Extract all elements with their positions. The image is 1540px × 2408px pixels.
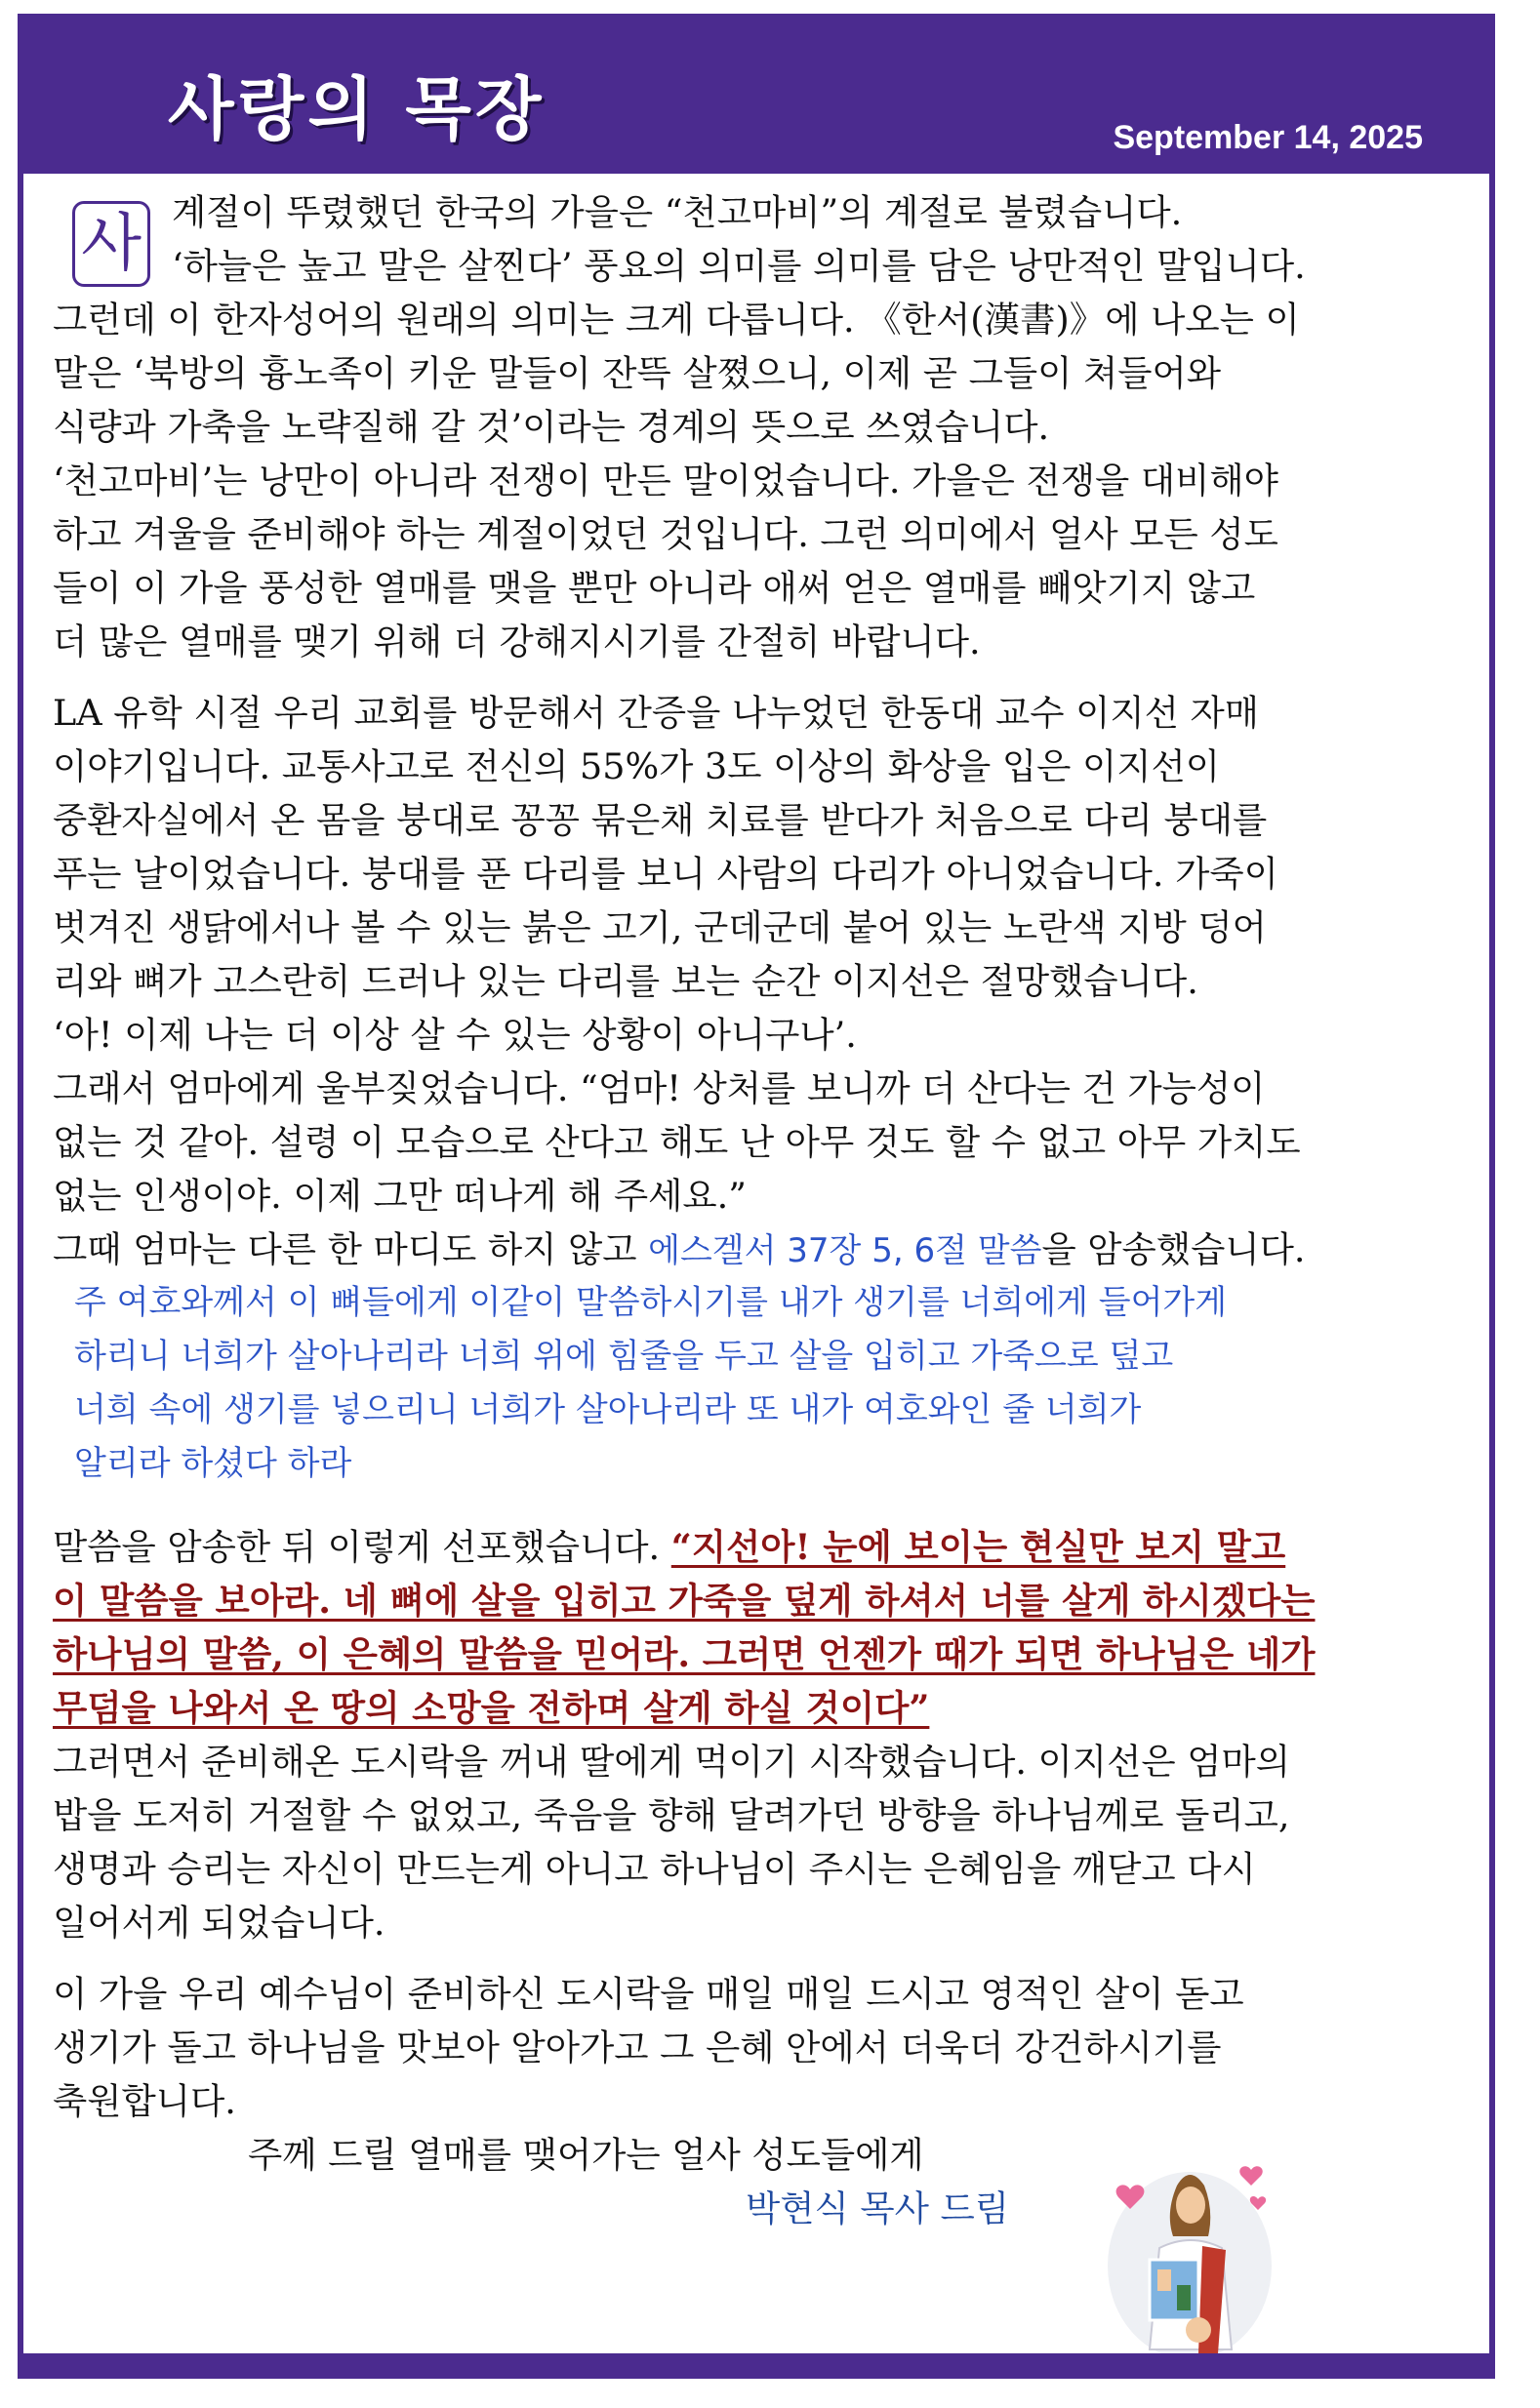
text-line: 일어서게 되었습니다. (53, 1902, 385, 1944)
paragraph-3 (53, 1735, 1497, 1949)
declaration-quote: “지선아! 눈에 보이는 현실만 보지 말고 (670, 1526, 1286, 1568)
declaration-quote: 무덤을 나와서 온 땅의 소망을 전하며 살게 하실 것이다” (53, 1687, 930, 1729)
text-line: 축원합니다. (53, 2080, 236, 2122)
header-bar (23, 20, 1489, 174)
date-label: September 14, 2025 (1113, 119, 1423, 156)
text-line: 생기가 돌고 하나님을 맛보아 알아가고 그 은혜 안에서 더욱더 강건하시기를 (53, 2027, 1222, 2068)
text-line: LA 유학 시절 우리 교회를 방문해서 간증을 나누었던 한동대 교수 이지선 자매 (53, 692, 1259, 734)
declaration-line (53, 1627, 1497, 1681)
paragraph-1 (53, 185, 1497, 668)
declaration-line (53, 1574, 1497, 1627)
declaration-line (53, 1520, 1497, 1574)
text-line: 리와 뼈가 고스란히 드러나 있는 다리를 보는 순간 이지선은 절망했습니다. (53, 960, 1198, 1002)
text-line: 생명과 승리는 자신이 만드는게 아니고 하나님이 주시는 은혜임을 깨닫고 다시 (53, 1848, 1256, 1890)
jesus-illustration (1105, 2158, 1275, 2363)
text-line: 그래서 엄마에게 울부짖었습니다. “엄마! 상처를 보니까 더 산다는 건 가능성이 (53, 1067, 1266, 1109)
paragraph-2 (53, 686, 1497, 1276)
text-line: 벗겨진 생닭에서나 볼 수 있는 붉은 고기, 군데군데 붙어 있는 노란색 지방 덩어 (53, 906, 1267, 948)
article-body (53, 185, 1497, 2235)
paragraph-4 (53, 1967, 1497, 2128)
declaration-paragraph (53, 1520, 1497, 1735)
text-line: 계절이 뚜렸했던 한국의 가을은 “천고마비”의 계절로 불렸습니다. (172, 191, 1183, 233)
scripture-line: 하리니 너희가 살아나리라 너희 위에 힘줄을 두고 살을 입히고 가죽으로 덮고 (74, 1337, 1174, 1376)
text-line: ‘천고마비’는 낭만이 아니라 전쟁이 만든 말이었습니다. 가을은 전쟁을 대비해야 (53, 460, 1278, 502)
text-line: 없는 것 같아. 설령 이 모습으로 산다고 해도 난 아무 것도 할 수 없고 아무 가치도 (53, 1121, 1301, 1163)
declaration-intro: 말씀을 암송한 뒤 이렇게 선포했습니다. (53, 1526, 671, 1568)
declaration-quote: 하나님의 말씀, 이 은혜의 말씀을 믿어라. 그러면 언젠가 때가 되면 하나님은 네가 (53, 1633, 1316, 1675)
scripture-line: 알리라 하셨다 하라 (74, 1444, 352, 1483)
text-line: 이야기입니다. 교통사고로 전신의 55%가 3도 이상의 화상을 입은 이지선이 (53, 745, 1221, 787)
declaration-line (53, 1681, 1497, 1735)
verse-intro-text-end: 을 암송했습니다. (1041, 1228, 1306, 1270)
text-line: 식량과 가축을 노략질해 갈 것’이라는 경계의 뜻으로 쓰였습니다. (53, 406, 1050, 448)
text-line: ‘아! 이제 나는 더 이상 살 수 있는 상황이 아니구나’. (53, 1014, 857, 1056)
text-line: 푸는 날이었습니다. 붕대를 푼 다리를 보니 사람의 다리가 아니었습니다. 가죽이 (53, 853, 1278, 895)
text-line: 더 많은 열매를 맺기 위해 더 강해지시기를 간절히 바랍니다. (53, 621, 981, 662)
text-line: 밥을 도저히 거절할 수 없었고, 죽음을 향해 달려가던 방향을 하나님께로 돌리고, (53, 1794, 1290, 1836)
closing (53, 2128, 1497, 2235)
text-line: 중환자실에서 온 몸을 붕대로 꽁꽁 묶은채 치료를 받다가 처음으로 다리 붕대를 (53, 799, 1268, 841)
text-line: 이 가을 우리 예수님이 준비하신 도시락을 매일 매일 드시고 영적인 살이 돋고 (53, 1973, 1244, 2015)
footer-bar (23, 2353, 1489, 2373)
scripture-line: 너희 속에 생기를 넣으리니 너희가 살아나리라 또 내가 여호와인 줄 너희가 (74, 1390, 1142, 1429)
text-line: ‘하늘은 높고 말은 살찐다’ 풍요의 의미를 의미를 담은 낭만적인 말입니다. (172, 245, 1306, 287)
verse-reference: 에스겔서 37장 5, 6절 말씀 (648, 1231, 1042, 1270)
closing-greeting: 주께 드릴 열매를 맺어가는 얼사 성도들에게 (248, 2134, 924, 2176)
page-title: 사랑의 목장 (168, 69, 546, 149)
text-line: 그런데 이 한자성어의 원래의 의미는 크게 다릅니다. 《한서(漢書)》에 나오는 이 (53, 299, 1300, 341)
scripture-quote (53, 1276, 1497, 1491)
bulletin-page (18, 14, 1495, 2379)
verse-intro-text: 그때 엄마는 다른 한 마디도 하지 않고 (53, 1228, 649, 1270)
scripture-line: 주 여호와께서 이 뼈들에게 이같이 말씀하시기를 내가 생기를 너희에게 들어가게 (74, 1283, 1228, 1322)
verse-intro-line (53, 1223, 1497, 1276)
declaration-quote: 이 말씀을 보아라. 네 뼈에 살을 입히고 가죽을 덮게 하셔서 너를 살게 하시겠다는 (53, 1580, 1316, 1622)
text-line: 말은 ‘북방의 흉노족이 키운 말들이 잔뜩 살쪘으니, 이제 곧 그들이 쳐들어와 (53, 352, 1221, 394)
text-line: 그러면서 준비해온 도시락을 꺼내 딸에게 먹이기 시작했습니다. 이지선은 엄마의 (53, 1741, 1290, 1783)
drop-cap: 사 (72, 201, 150, 287)
signature: 박현식 목사 드림 (746, 2187, 1010, 2229)
text-line: 하고 겨울을 준비해야 하는 계절이었던 것입니다. 그런 의미에서 얼사 모든 성도 (53, 513, 1278, 555)
text-line: 없는 인생이야. 이제 그만 떠나게 해 주세요.” (53, 1175, 747, 1217)
text-line: 들이 이 가을 풍성한 열매를 맺을 뿐만 아니라 애써 얻은 열매를 빼앗기지 않고 (53, 567, 1256, 609)
